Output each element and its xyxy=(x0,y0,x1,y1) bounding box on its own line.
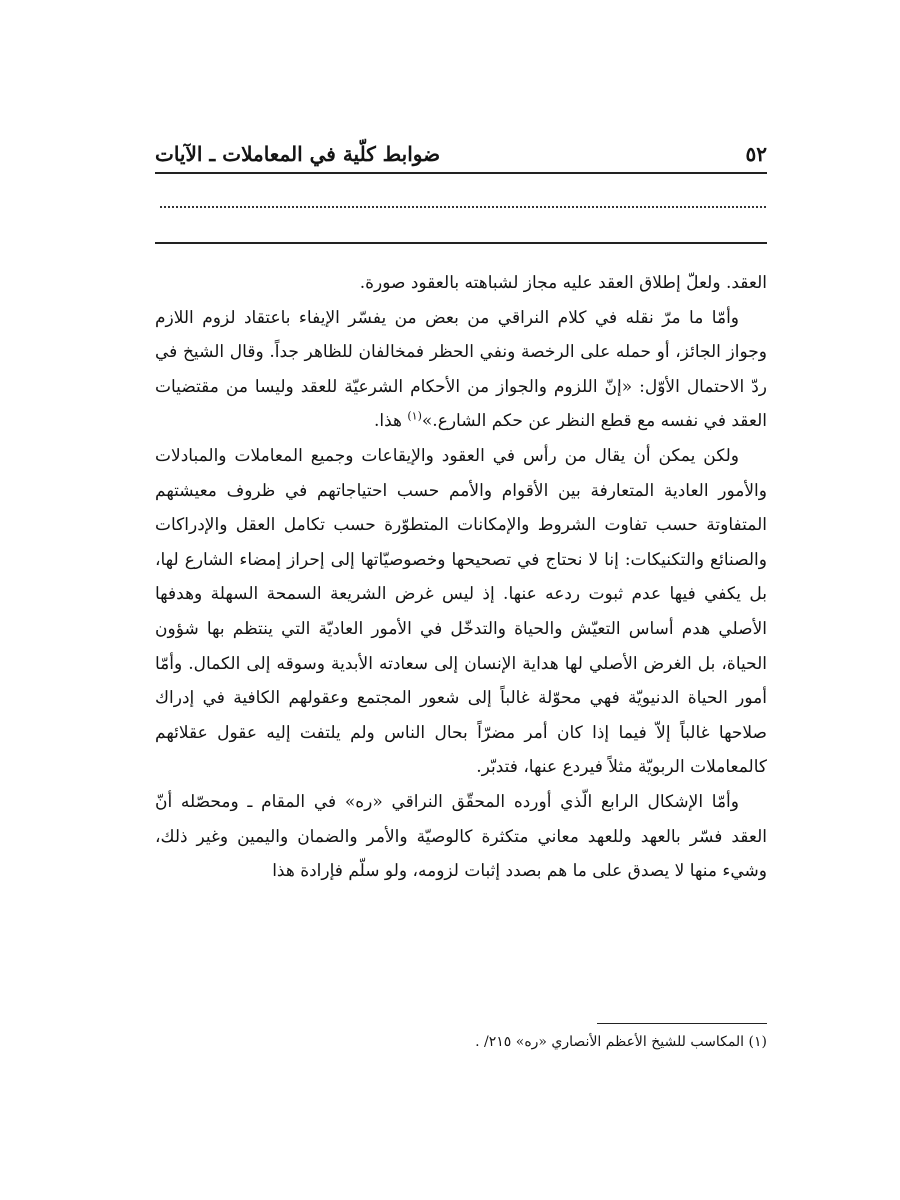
paragraph-2-tail: هذا. xyxy=(373,411,408,432)
paragraph-3: ولكن يمكن أن يقال من رأس في العقود والإيقاعات وجميع المعاملات والمبادلات والأمور العادية المتعارفة بين الأقوام والأمم حسب احتياجاتهم في ظروف معيشتهم المتفاوتة حسب تفاوت الشروط والإمكانات المتطوّرة حسب تكامل العقل والإدراكات والصنائع والتكنيكات: إنا لا نحتاج في تصحيحها وخصوصيّاتها إلى إحراز إمضاء الشارع لها، بل يكفي فيها عدم ثبوت ردعه عنها. إذ ليس غرض الشريعة السمحة السهلة وهدفها الأصلي هدم أساس التعيّش والحياة والتدخّل في الأمور العاديّة التي ينتظم بها شؤون الحياة، بل الغرض الأصلي لها هداية الإنسان إلى سعادته الأبدية وسوقه إلى الكمال. وأمّا أمور الحياة الدنيويّة فهي محوّلة غالباً إلى شعور المجتمع وعقولهم الكافية في إدراك صلاحها غالباً إلاّ فيما إذا كان أمر مضرّاً بحال الناس ولم يلتفت إليه عقول عقلائهم كالمعاملات الربويّة مثلاً فيردع عنها، فتدبّر. xyxy=(155,445,767,778)
header-rule-bottom xyxy=(155,242,767,244)
body-text xyxy=(155,266,767,889)
paragraph-4: وأمّا الإشكال الرابع الّذي أورده المحقّق النراقي «ره» في المقام ـ ومحصّله أنّ العقد فسّر بالعهد وللعهد معاني متكثرة كالوصيّة والأمر والضمان واليمين وغير ذلك، وشيء منها لا يصدق على ما هم بصدد إثبات لزومه، ولو سلّم فإرادة هذا xyxy=(155,791,767,882)
dotted-separator xyxy=(160,206,766,208)
page-number: ٥٢ xyxy=(745,142,767,166)
paragraph-2: وأمّا ما مرّ نقله في كلام النراقي من بعض من يفسّر الإيفاء باعتقاد لزوم اللازم وجواز الجائز، أو حمله على الرخصة ونفي الحظر فمخالفان للظاهر جداً. وقال الشيخ في ردّ الاحتمال الأوّل: «إنّ اللزوم والجواز من الأحكام الشرعيّة للعقد وليسا من مقتضيات العقد في نفسه مع قطع النظر عن حكم الشارع.»$^{(١)}$ هذا. xyxy=(155,307,767,432)
running-head xyxy=(155,130,767,164)
footnote: (١) المكاسب للشيخ الأعظم الأنصاري «ره» ٢١٥/ . xyxy=(475,1034,767,1050)
running-title: ضوابط كلّية في المعاملات ـ الآيات xyxy=(155,142,441,166)
footnote-reference[interactable]: (١) xyxy=(407,409,422,423)
footnote-rule xyxy=(597,1023,767,1024)
header-rule-top xyxy=(155,172,767,174)
paragraph-1: العقد. ولعلّ إطلاق العقد عليه مجاز لشباهته بالعقود صورة. xyxy=(359,273,767,293)
